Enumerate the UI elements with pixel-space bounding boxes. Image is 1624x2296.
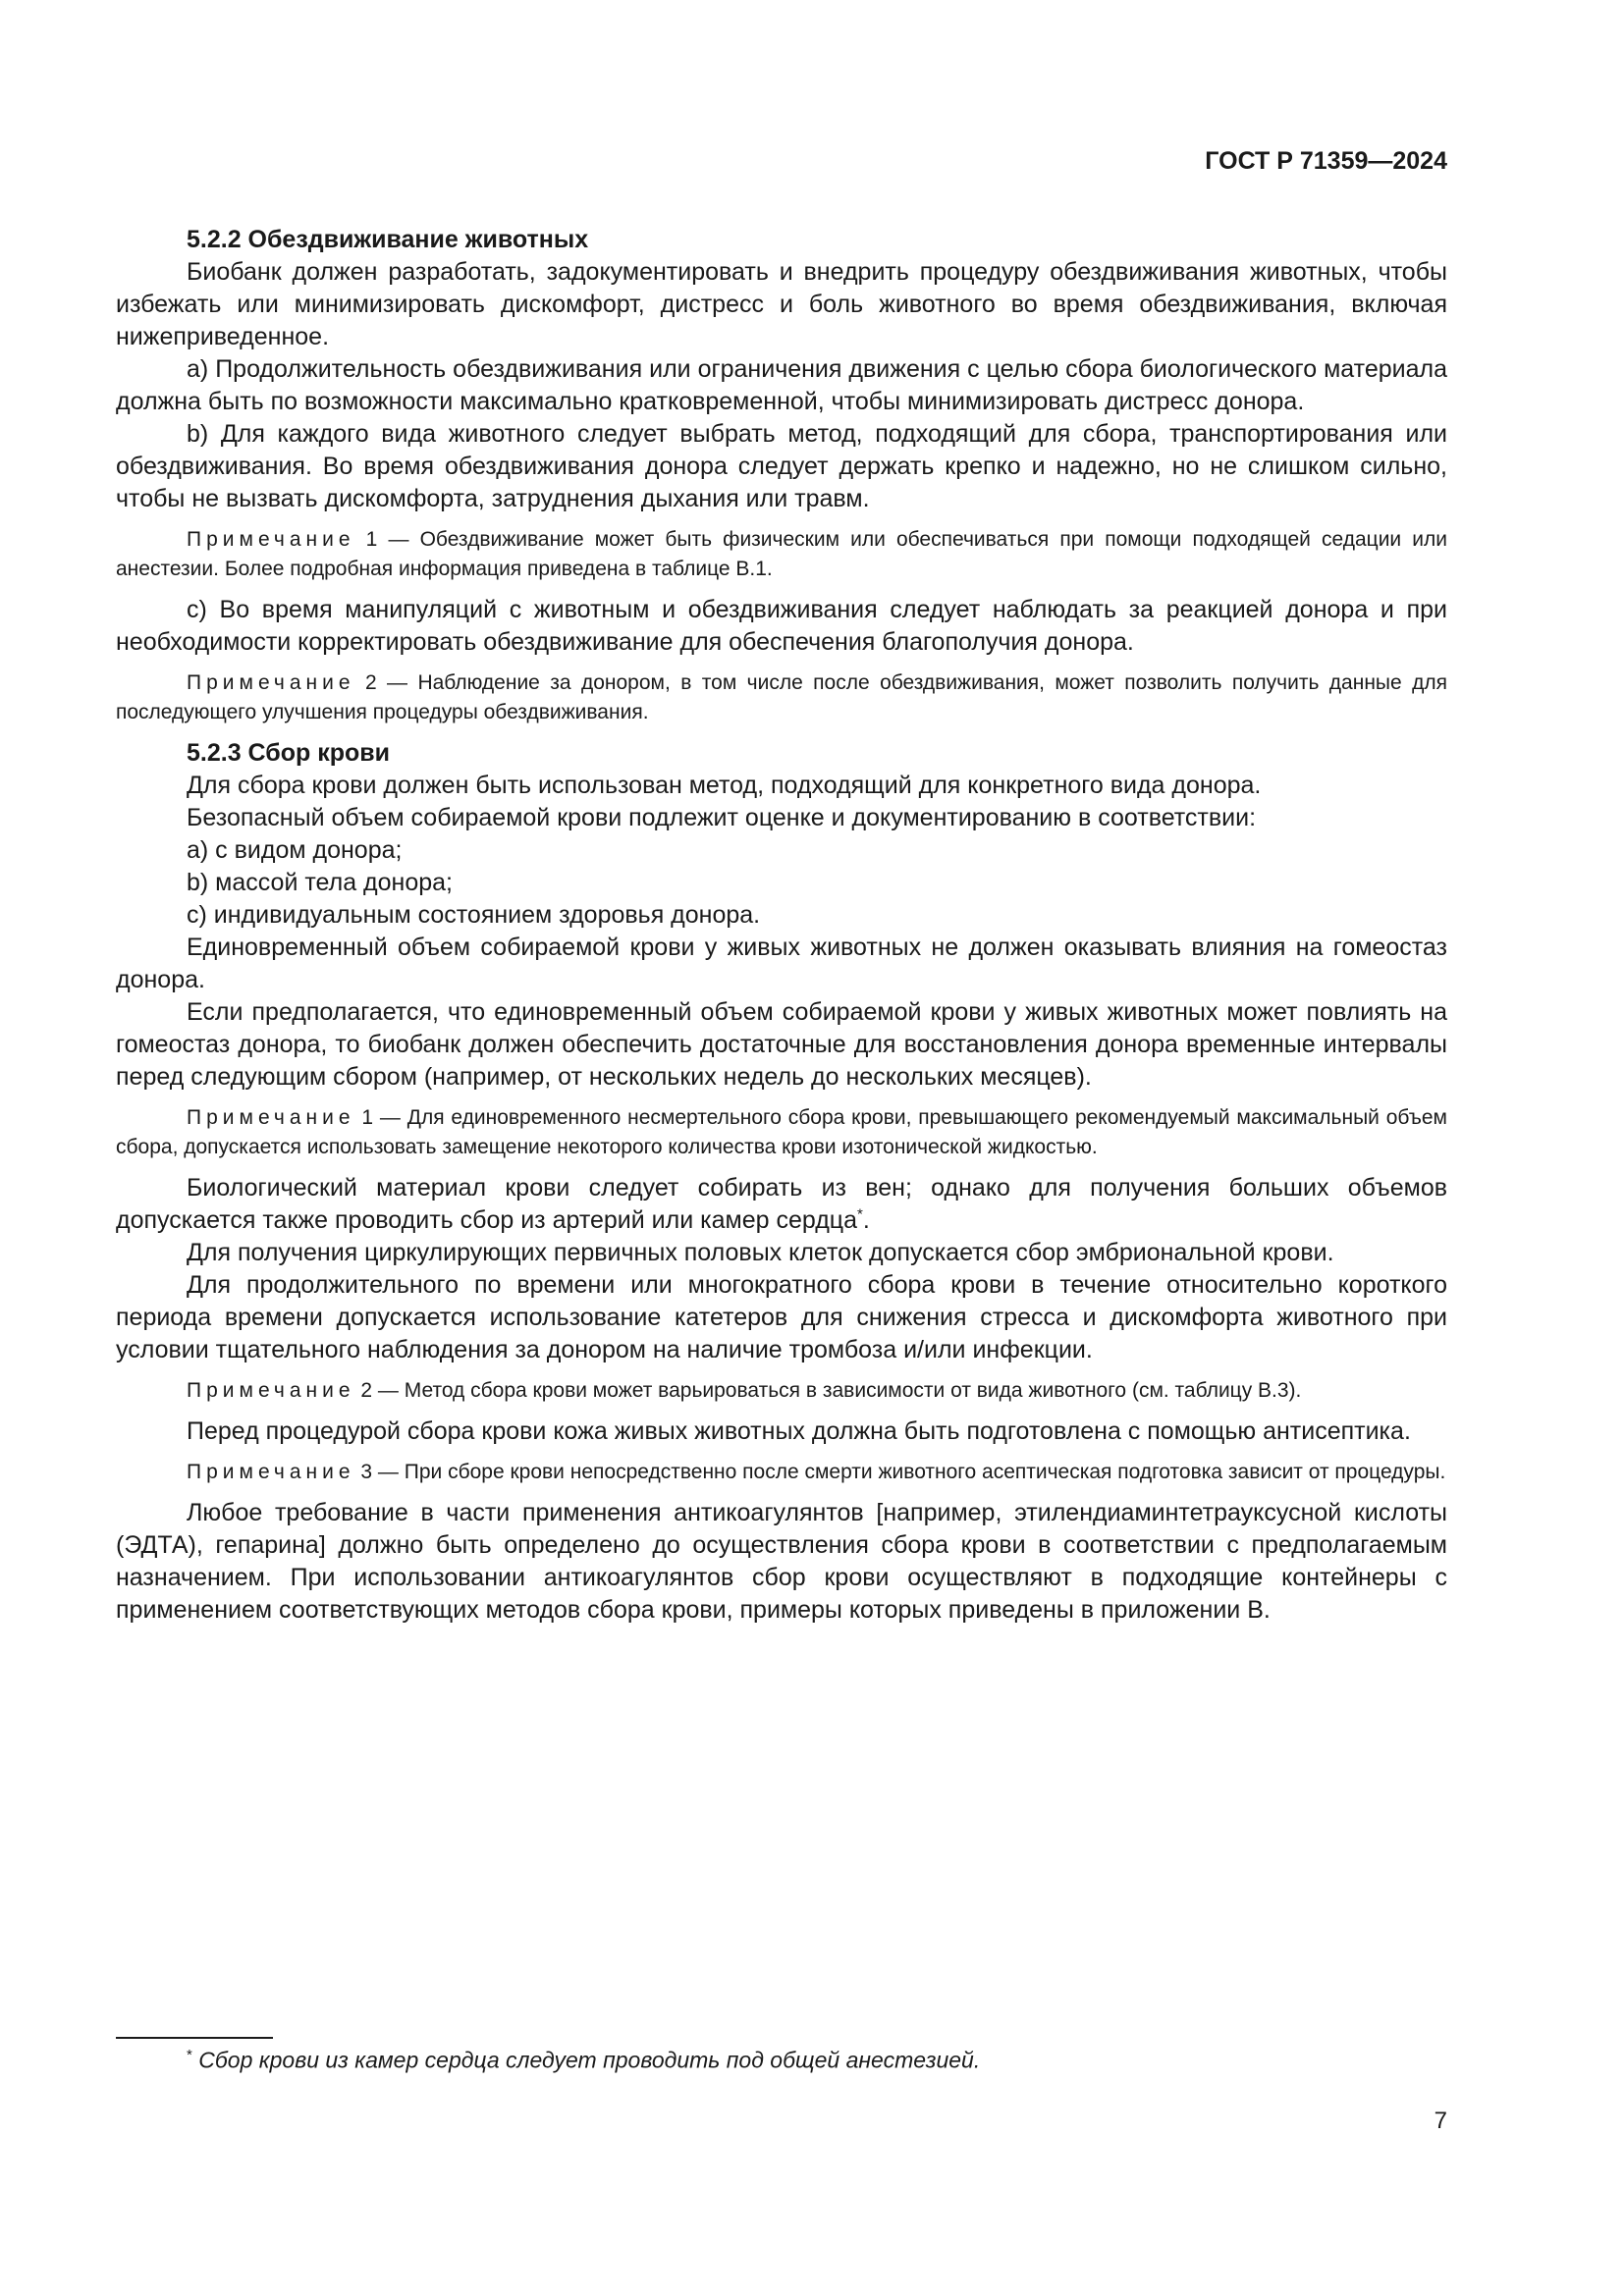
list-item-c: c) индивидуальным состоянием здоровья донора. — [187, 901, 761, 929]
list-item-a: a) с видом донора; — [187, 836, 403, 864]
note-3 — [116, 1458, 1447, 1487]
paragraph: Безопасный объем собираемой крови подлежит оценке и документированию в соответствии: — [187, 804, 1257, 831]
document-body — [116, 224, 1447, 1627]
note-label: Примечание — [187, 1379, 355, 1402]
note-2 — [116, 668, 1447, 727]
note-label: Примечание — [187, 671, 355, 694]
footnote-divider — [116, 2037, 273, 2039]
footnote-text: Сбор крови из камер сердца следует проводить под общей анестезией. — [191, 2047, 981, 2073]
note-2 — [116, 1376, 1447, 1406]
paragraph-end: . — [862, 1206, 870, 1234]
paragraph-with-footnote — [116, 1172, 1447, 1237]
note-text: 1 — Обездвиживание может быть физическим или обеспечиваться при помощи подходящей седации или анестезии. Более подробная информация приведена в таблице В.1. — [116, 528, 1447, 580]
paragraph: Единовременный объем собираемой крови у живых животных не должен оказывать влияния на гомеостаз донора. — [116, 934, 1447, 993]
paragraph-text: Биологический материал крови следует собирать из вен; однако для получения больших объемов допускается также проводить сбор из артерий или камер сердца — [116, 1174, 1447, 1234]
document-page — [116, 0, 1447, 2296]
document-code: ГОСТ Р 71359—2024 — [1205, 147, 1447, 175]
list-item-b: b) массой тела донора; — [187, 869, 453, 896]
paragraph: Для продолжительного по времени или многократного сбора крови в течение относительно короткого периода времени допускается использование катетеров для снижения стресса и дискомфорта животного при условии тщательного наблюдения за донором на наличие тромбоза и/или инфекции. — [116, 1271, 1447, 1363]
note-text: 2 — Метод сбора крови может варьироваться в зависимости от вида животного (см. таблицу В.3). — [354, 1379, 1302, 1402]
note-label: Примечание — [187, 1461, 355, 1483]
paragraph: Для сбора крови должен быть использован метод, подходящий для конкретного вида донора. — [187, 772, 1262, 799]
footnote — [187, 2047, 980, 2074]
note-text: 3 — При сборе крови непосредственно после смерти животного асептическая подготовка зависит от процедуры. — [354, 1461, 1446, 1483]
note-1 — [116, 1103, 1447, 1162]
note-text: 1 — Для единовременного несмертельного сбора крови, превышающего рекомендуемый максимальный объем сбора, допускается использовать замещение некоторого количества крови изотонической жидкостью. — [116, 1106, 1447, 1158]
section-5-2-3-title: 5.2.3 Сбор крови — [187, 739, 390, 767]
note-text: 2 — Наблюдение за донором, в том числе после обездвиживания, может позволить получить данные для последующего улучшения процедуры обездвиживания. — [116, 671, 1447, 723]
note-label: Примечание — [187, 528, 355, 551]
paragraph: Для получения циркулирующих первичных половых клеток допускается сбор эмбриональной крови. — [187, 1239, 1334, 1266]
note-1 — [116, 525, 1447, 584]
paragraph: Биобанк должен разработать, задокументировать и внедрить процедуру обездвиживания животных, чтобы избежать или минимизировать дискомфорт, дистресс и боль животного во время обездвиживания, включая нижеприведенное. — [116, 258, 1447, 350]
paragraph-item-c: c) Во время манипуляций с животным и обездвиживания следует наблюдать за реакцией донора и при необходимости корректировать обездвиживание для обеспечения благополучия донора. — [116, 596, 1447, 656]
page-number: 7 — [1434, 2108, 1447, 2134]
paragraph-item-a: a) Продолжительность обездвиживания или ограничения движения с целью сбора биологического материала должна быть по возможности максимально кратковременной, чтобы минимизировать дистресс донора. — [116, 355, 1447, 415]
section-5-2-2-title: 5.2.2 Обездвиживание животных — [187, 226, 589, 253]
note-label: Примечание — [187, 1106, 355, 1129]
paragraph-item-b: b) Для каждого вида животного следует выбрать метод, подходящий для сбора, транспортирования или обездвиживания. Во время обездвиживания донора следует держать крепко и надежно, но не слишком сильно, чтобы не вызвать дискомфорта, затруднения дыхания или травм. — [116, 420, 1447, 512]
paragraph: Любое требование в части применения антикоагулянтов [например, этилендиаминтетрауксусной кислоты (ЭДТА), гепарина] должно быть определено до осуществления сбора крови в соответствии с предполагаемым назначением. При использовании антикоагулянтов сбор крови осуществляют в подходящие контейнеры с применением соответствующих методов сбора крови, примеры которых приведены в приложении В. — [116, 1499, 1447, 1624]
footnote-mark: * — [187, 2047, 192, 2063]
paragraph: Перед процедурой сбора крови кожа живых животных должна быть подготовлена с помощью антисептика. — [187, 1417, 1411, 1445]
paragraph: Если предполагается, что единовременный объем собираемой крови у живых животных может повлиять на гомеостаз донора, то биобанк должен обеспечить достаточные для восстановления донора временные интервалы перед следующим сбором (например, от нескольких недель до нескольких месяцев). — [116, 998, 1447, 1091]
footnote-reference[interactable]: * — [857, 1205, 863, 1223]
